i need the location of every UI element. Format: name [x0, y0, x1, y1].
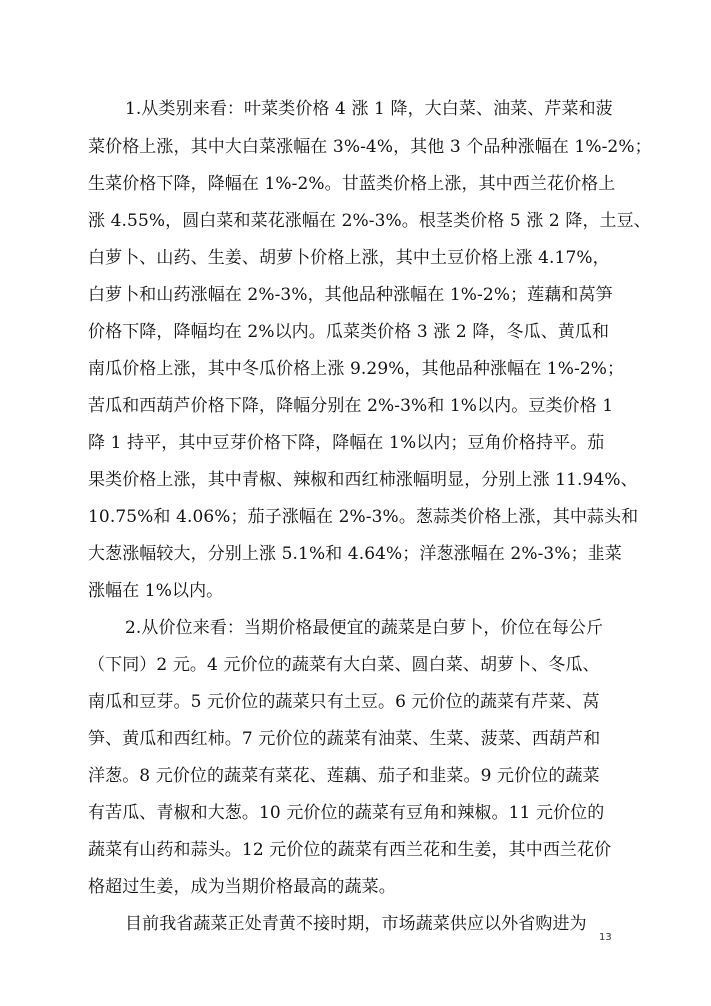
- paragraph-line: 南瓜和豆芽。5 元价位的蔬菜只有土豆。6 元价位的蔬菜有芹菜、莴: [88, 692, 600, 712]
- paragraph-line: 生菜价格下降，降幅在 1%-2%。甘蓝类价格上涨，其中西兰花价格上: [88, 174, 616, 194]
- paragraph-line: 白萝卜和山药涨幅在 2%-3%，其他品种涨幅在 1%-2%；莲藕和莴笋: [88, 285, 613, 305]
- paragraph-line: （下同）2 元。4 元价位的蔬菜有大白菜、圆白菜、胡萝卜、冬瓜、: [88, 655, 600, 675]
- paragraph-line: 格超过生姜，成为当期价格最高的蔬菜。: [88, 877, 396, 897]
- paragraph-line: 涨幅在 1%以内。: [88, 581, 224, 601]
- paragraph-line: 白萝卜、山药、生姜、胡萝卜价格上涨，其中土豆价格上涨 4.17%，: [88, 248, 610, 268]
- paragraph-line: 涨 4.55%，圆白菜和菜花涨幅在 2%-3%。根茎类价格 5 涨 2 降，土豆、: [88, 211, 651, 231]
- paragraph-line: 洋葱。8 元价位的蔬菜有菜花、莲藕、茄子和韭菜。9 元价位的蔬菜: [88, 766, 600, 786]
- paragraph-line: 有苦瓜、青椒和大葱。10 元价位的蔬菜有豆角和辣椒。11 元价位的: [88, 803, 605, 823]
- page-number: 13: [599, 932, 612, 943]
- paragraph-line: 10.75%和 4.06%；茄子涨幅在 2%-3%。葱蒜类价格上涨，其中蒜头和: [88, 507, 639, 527]
- paragraph-line: 降 1 持平，其中豆芽价格下降，降幅在 1%以内；豆角价格持平。茄: [88, 433, 605, 453]
- paragraph-line: 大葱涨幅较大，分别上涨 5.1%和 4.64%；洋葱涨幅在 2%-3%；韭菜: [88, 544, 622, 564]
- paragraph-line: 蔬菜有山药和蒜头。12 元价位的蔬菜有西兰花和生姜，其中西兰花价: [88, 840, 612, 860]
- paragraph-line: 苦瓜和西葫芦价格下降，降幅分别在 2%-3%和 1%以内。豆类价格 1: [88, 396, 614, 416]
- paragraph-line: 南瓜价格上涨，其中冬瓜价格上涨 9.29%，其他品种涨幅在 1%-2%；: [88, 359, 625, 379]
- paragraph-line: 果类价格上涨，其中青椒、辣椒和西红柿涨幅明显，分别上涨 11.94%、: [88, 470, 638, 490]
- paragraph-line: 1.从类别来看：叶菜类价格 4 涨 1 降，大白菜、油菜、芹菜和菠: [125, 99, 613, 119]
- paragraph-line: 目前我省蔬菜正处青黄不接时期，市场蔬菜供应以外省购进为: [125, 914, 587, 934]
- paragraph-line: 笋、黄瓜和西红柿。7 元价位的蔬菜有油菜、生菜、菠菜、西葫芦和: [88, 729, 601, 749]
- paragraph-line: 2.从价位来看：当期价格最便宜的蔬菜是白萝卜，价位在每公斤: [125, 618, 604, 638]
- paragraph-line: 价格下降，降幅均在 2%以内。瓜菜类价格 3 涨 2 降，冬瓜、黄瓜和: [88, 322, 610, 342]
- paragraph-line: 菜价格上涨，其中大白菜涨幅在 3%-4%，其他 3 个品种涨幅在 1%-2%；: [88, 137, 652, 157]
